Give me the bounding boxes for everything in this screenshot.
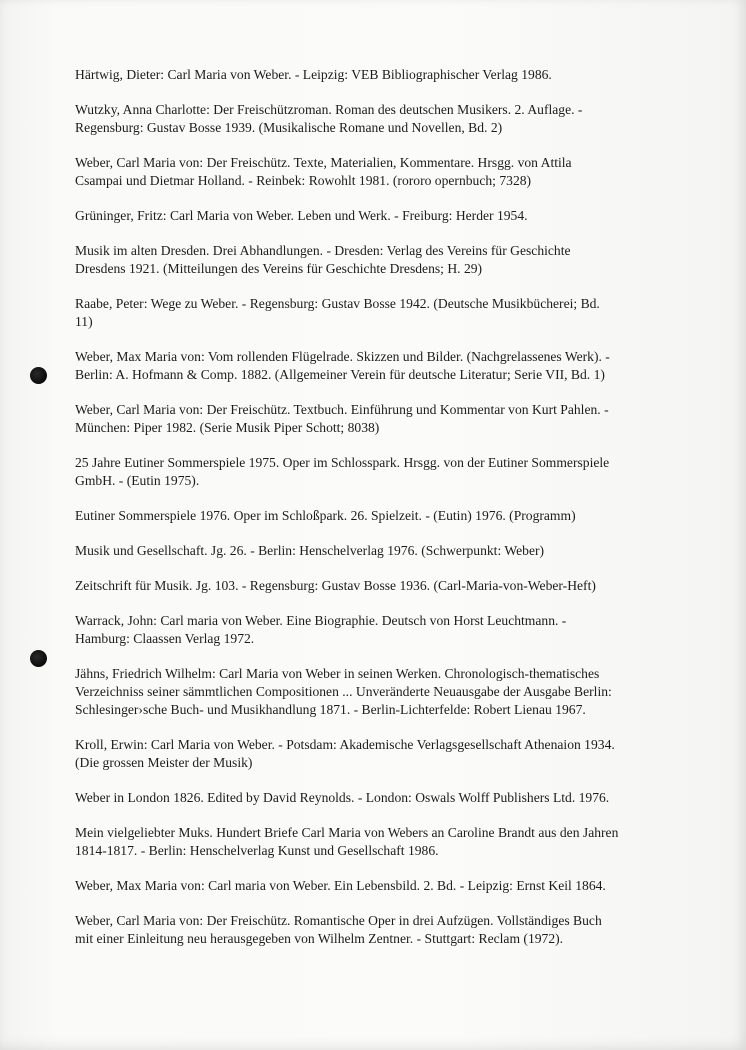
bibliography-entry: Raabe, Peter: Wege zu Weber. - Regensburg: Gustav Bosse 1942. (Deutsche Musikbücherei; Bd. 11): [75, 296, 600, 329]
bibliography-entry: Weber, Carl Maria von: Der Freischütz. Textbuch. Einführung und Kommentar von Kurt Pahlen. - München: Piper 1982. (Serie Musik Piper Schott; 8038): [75, 402, 609, 435]
bibliography-entry: Kroll, Erwin: Carl Maria von Weber. - Potsdam: Akademische Verlagsgesellschaft Athenaion 1934. (Die grossen Meister der Musik): [75, 737, 615, 770]
bibliography-entry: Musik und Gesellschaft. Jg. 26. - Berlin: Henschelverlag 1976. (Schwerpunkt: Weber): [75, 543, 545, 558]
bibliography-list: [75, 66, 670, 965]
bibliography-entry: Jähns, Friedrich Wilhelm: Carl Maria von Weber in seinen Werken. Chronologisch-thematisches Verzeichniss seiner sämmtlichen Compositionen ... Unveränderte Neuausgabe der Ausgabe Berlin: Schlesinger›sche Buch- und Musikhandlung 1871. - Berlin-Lichterfelde: Robert Lienau 1967.: [75, 666, 612, 717]
bibliography-entry: 25 Jahre Eutiner Sommerspiele 1975. Oper im Schlosspark. Hrsgg. von der Eutiner Sommerspiele GmbH. - (Eutin 1975).: [75, 455, 610, 488]
bibliography-entry: Weber, Max Maria von: Carl maria von Weber. Ein Lebensbild. 2. Bd. - Leipzig: Ernst Keil 1864.: [75, 878, 606, 893]
bibliography-entry: Warrack, John: Carl maria von Weber. Eine Biographie. Deutsch von Horst Leuchtmann. - Hamburg: Claassen Verlag 1972.: [75, 613, 567, 646]
bibliography-entry: Mein vielgeliebter Muks. Hundert Briefe Carl Maria von Webers an Caroline Brandt aus den Jahren 1814-1817. - Berlin: Henschelverlag Kunst und Gesellschaft 1986.: [75, 825, 619, 858]
bibliography-entry: Härtwig, Dieter: Carl Maria von Weber. - Leipzig: VEB Bibliographischer Verlag 1986.: [75, 67, 552, 82]
bibliography-entry: Weber, Carl Maria von: Der Freischütz. Romantische Oper in drei Aufzügen. Vollständiges Buch mit einer Einleitung neu herausgegeben von Wilhelm Zentner. - Stuttgart: Reclam (1972).: [75, 913, 602, 946]
bibliography-entry: Musik im alten Dresden. Drei Abhandlungen. - Dresden: Verlag des Vereins für Geschichte Dresdens 1921. (Mitteilungen des Vereins für Geschichte Dresdens; H. 29): [75, 243, 571, 276]
bibliography-entry: Zeitschrift für Musik. Jg. 103. - Regensburg: Gustav Bosse 1936. (Carl-Maria-von-Weber-Heft): [75, 578, 596, 593]
bibliography-entry: Wutzky, Anna Charlotte: Der Freischützroman. Roman des deutschen Musikers. 2. Auflage. - Regensburg: Gustav Bosse 1939. (Musikalische Romane und Novellen, Bd. 2): [75, 102, 583, 135]
bibliography-entry: Grüninger, Fritz: Carl Maria von Weber. Leben und Werk. - Freiburg: Herder 1954.: [75, 208, 528, 223]
bibliography-entry: Eutiner Sommerspiele 1976. Oper im Schloßpark. 26. Spielzeit. - (Eutin) 1976. (Programm): [75, 508, 576, 523]
bibliography-entry: Weber, Max Maria von: Vom rollenden Flügelrade. Skizzen und Bilder. (Nachgrelassenes Werk). - Berlin: A. Hofmann & Comp. 1882. (Allgemeiner Verein für deutsche Literatur; Serie VII, Bd. 1): [75, 349, 610, 382]
bibliography-entry: Weber in London 1826. Edited by David Reynolds. - London: Oswals Wolff Publishers Ltd. 1976.: [75, 790, 610, 805]
punch-hole-icon: [30, 650, 47, 667]
bibliography-entry: Weber, Carl Maria von: Der Freischütz. Texte, Materialien, Kommentare. Hrsgg. von Attila Csampai und Dietmar Holland. - Reinbek: Rowohlt 1981. (rororo opernbuch; 7328): [75, 155, 572, 188]
punch-hole-icon: [30, 367, 47, 384]
